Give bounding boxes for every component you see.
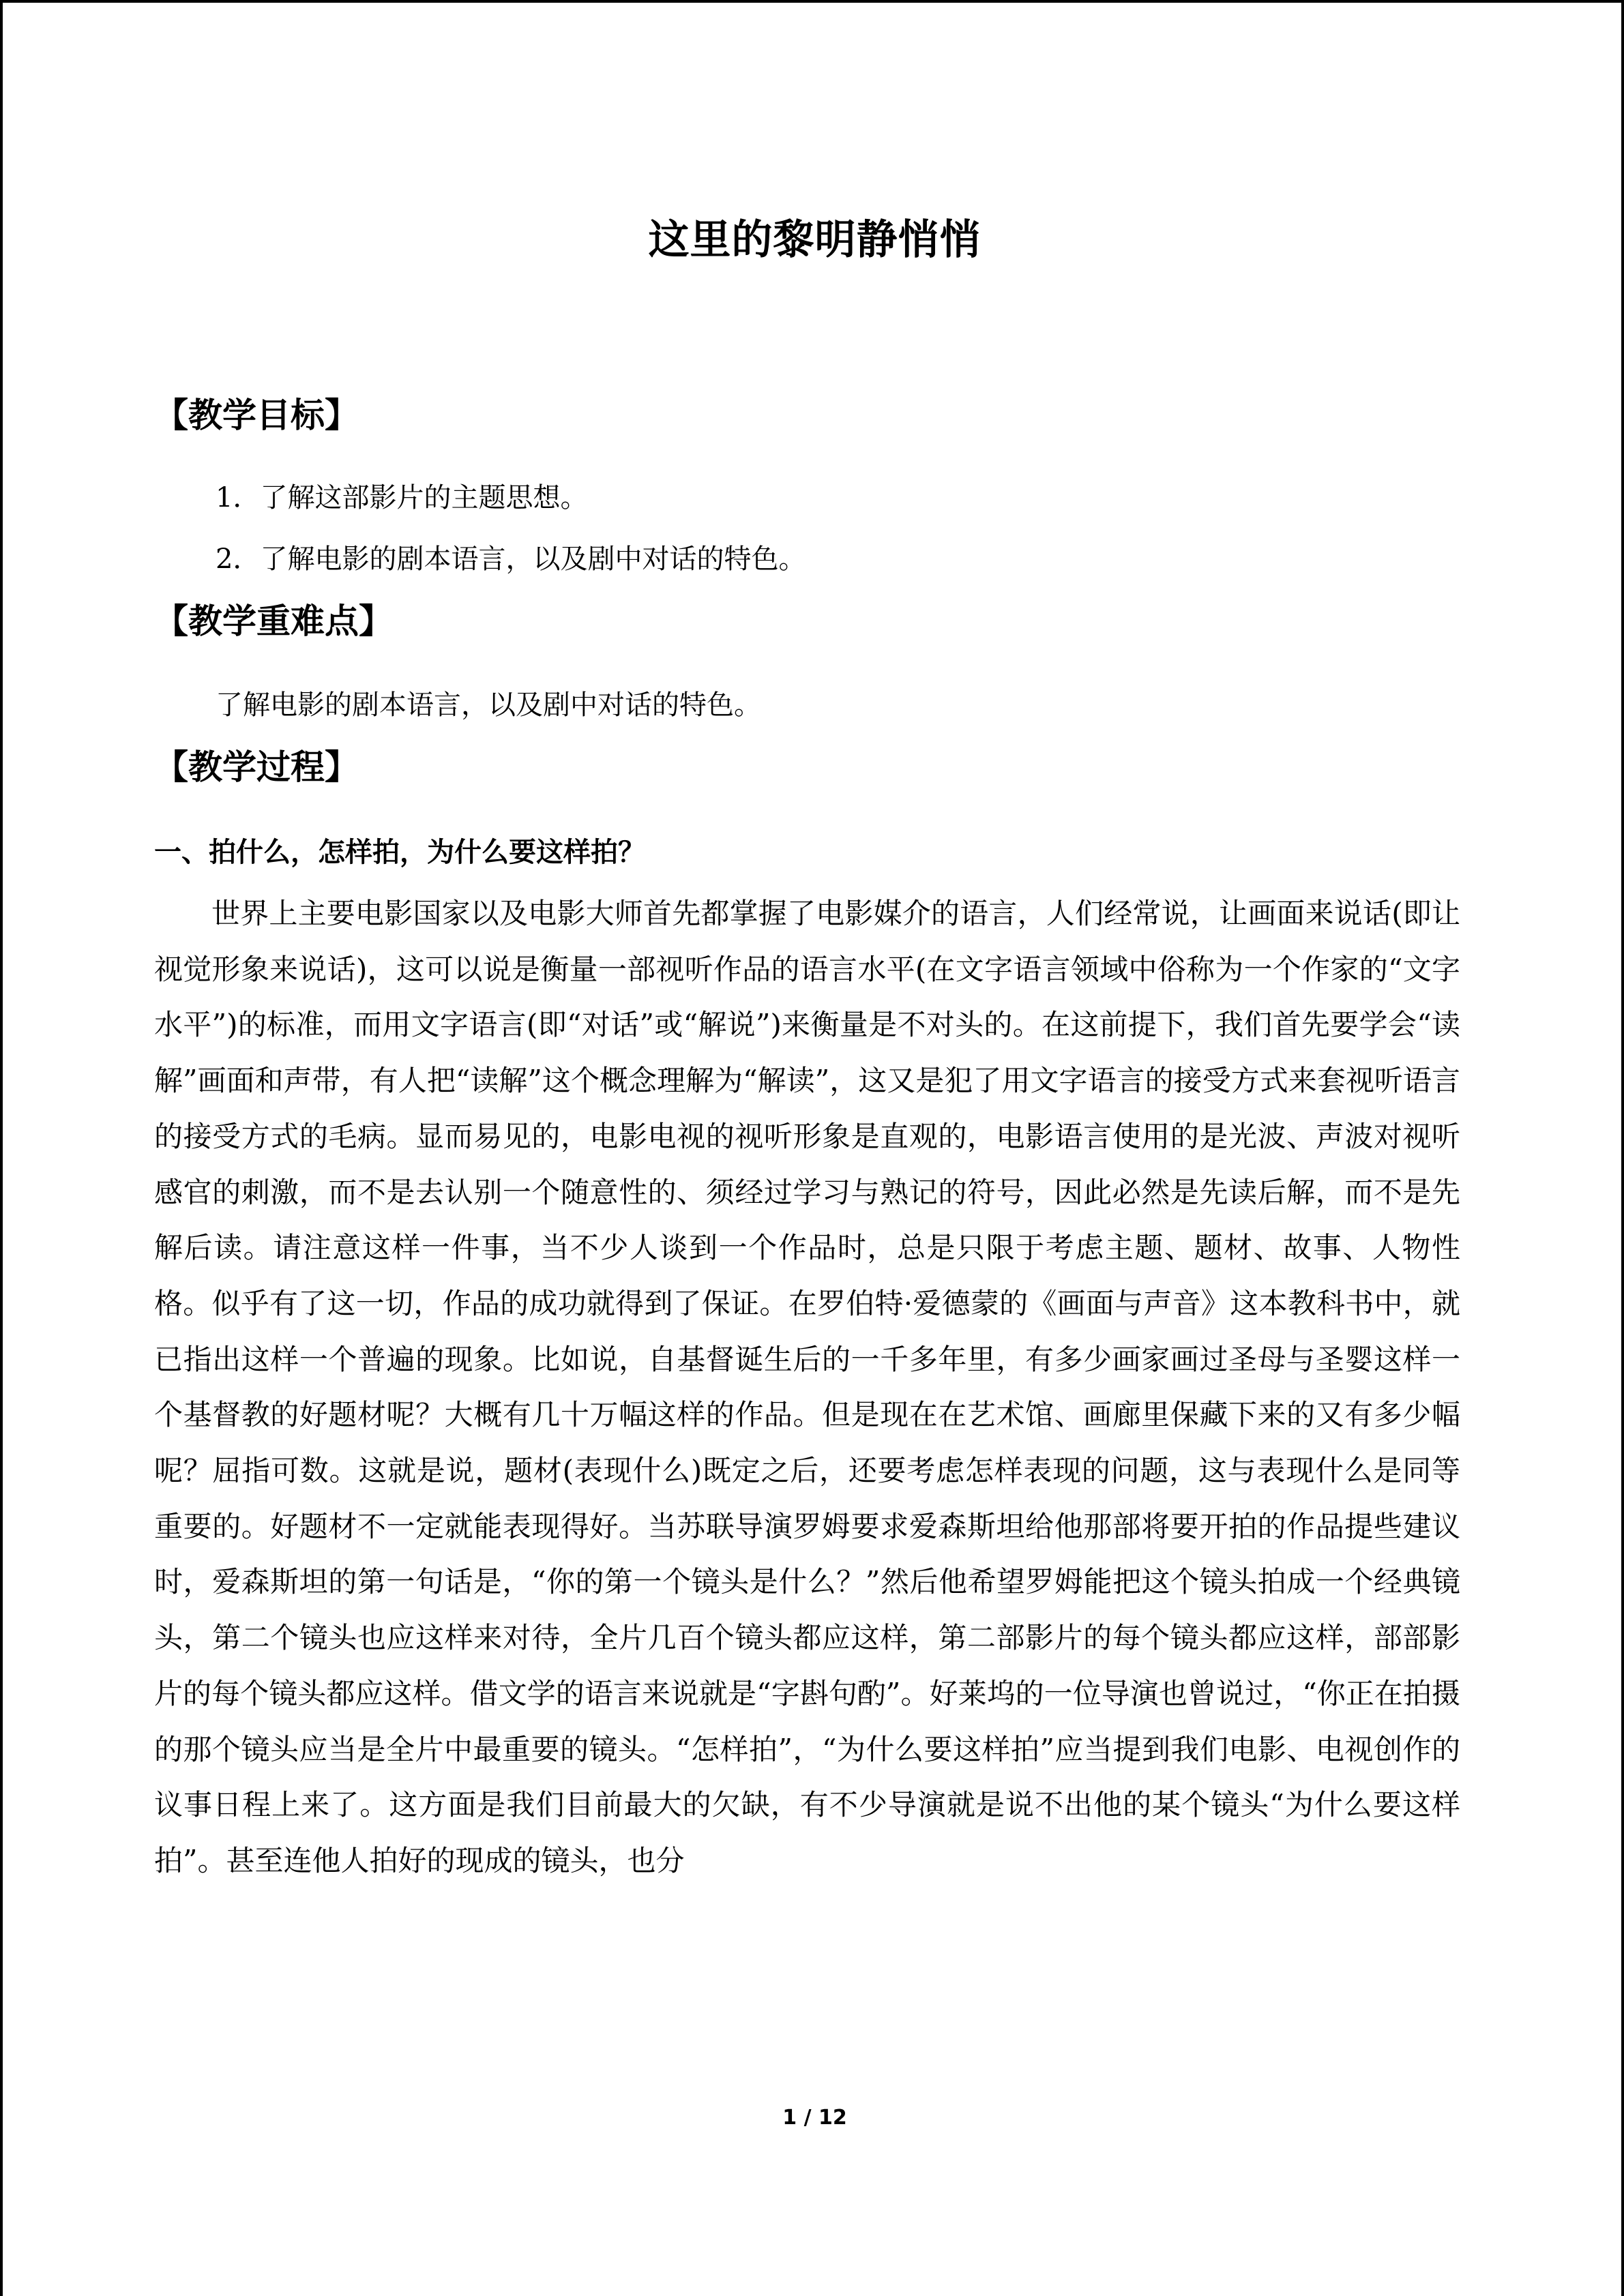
process-paragraph: 世界上主要电影国家以及电影大师首先都掌握了电影媒介的语言，人们经常说，让画面来说话(即让视觉形象来说话)，这可以说是衡量一部视听作品的语言水平(在文字语言领域中俗称为一个作家的“文字水平”)的标准，而用文字语言(即“对话”或“解说”)来衡量是不对头的。在这前提下，我们首先要学会“读解”画面和声带，有人把“读解”这个概念理解为“解读”，这又是犯了用文字语言的接受方式来套视听语言的接受方式的毛病。显而易见的，电影电视的视听形象是直观的，电影语言使用的是光波、声波对视听感官的刺激，而不是去认别一个随意性的、须经过学习与熟记的符号，因此必然是先读后解，而不是先解后读。请注意这样一件事，当不少人谈到一个作品时，总是只限于考虑主题、题材、故事、人物性格。似乎有了这一切，作品的成功就得到了保证。在罗伯特·爱德蒙的《画面与声音》这本教科书中，就已指出这样一个普遍的现象。比如说，自基督诞生后的一千多年里，有多少画家画过圣母与圣婴这样一个基督教的好题材呢？大概有几十万幅这样的作品。但是现在在艺术馆、画廊里保藏下来的又有多少幅呢？屈指可数。这就是说，题材(表现什么)既定之后，还要考虑怎样表现的问题，这与表现什么是同等重要的。好题材不一定就能表现得好。当苏联导演罗姆要求爱森斯坦给他那部将要开拍的作品提些建议时，爱森斯坦的第一句话是，“你的第一个镜头是什么？”然后他希望罗姆能把这个镜头拍成一个经典镜头，第二个镜头也应这样来对待，全片几百个镜头都应这样，第二部影片的每个镜头都应这样，部部影片的每个镜头都应这样。借文学的语言来说就是“字斟句酌”。好莱坞的一位导演也曾说过，“你正在拍摄的那个镜头应当是全片中最重要的镜头。“怎样拍”，“为什么要这样拍”应当提到我们电影、电视创作的议事日程上来了。这方面是我们目前最大的欠缺，有不少导演就是说不出他的某个镜头“为什么要这样拍”。甚至连他人拍好的现成的镜头，也分 [154,897,1460,1877]
objective-item-1: 1．了解这部影片的主题思想。 [216,482,588,513]
section-heading-process: 【教学过程】 [154,747,359,787]
section-heading-objectives: 【教学目标】 [154,396,359,435]
objective-item-2: 2．了解电影的剧本语言，以及剧中对话的特色。 [216,543,806,575]
key-points-text: 了解电影的剧本语言，以及剧中对话的特色。 [216,689,761,721]
process-subheading: 一、拍什么，怎样拍，为什么要这样拍？ [154,837,645,868]
document-title: 这里的黎明静悄悄 [648,216,981,264]
section-heading-key-points: 【教学重难点】 [154,601,393,641]
page-number: 1 / 12 [782,2106,847,2130]
